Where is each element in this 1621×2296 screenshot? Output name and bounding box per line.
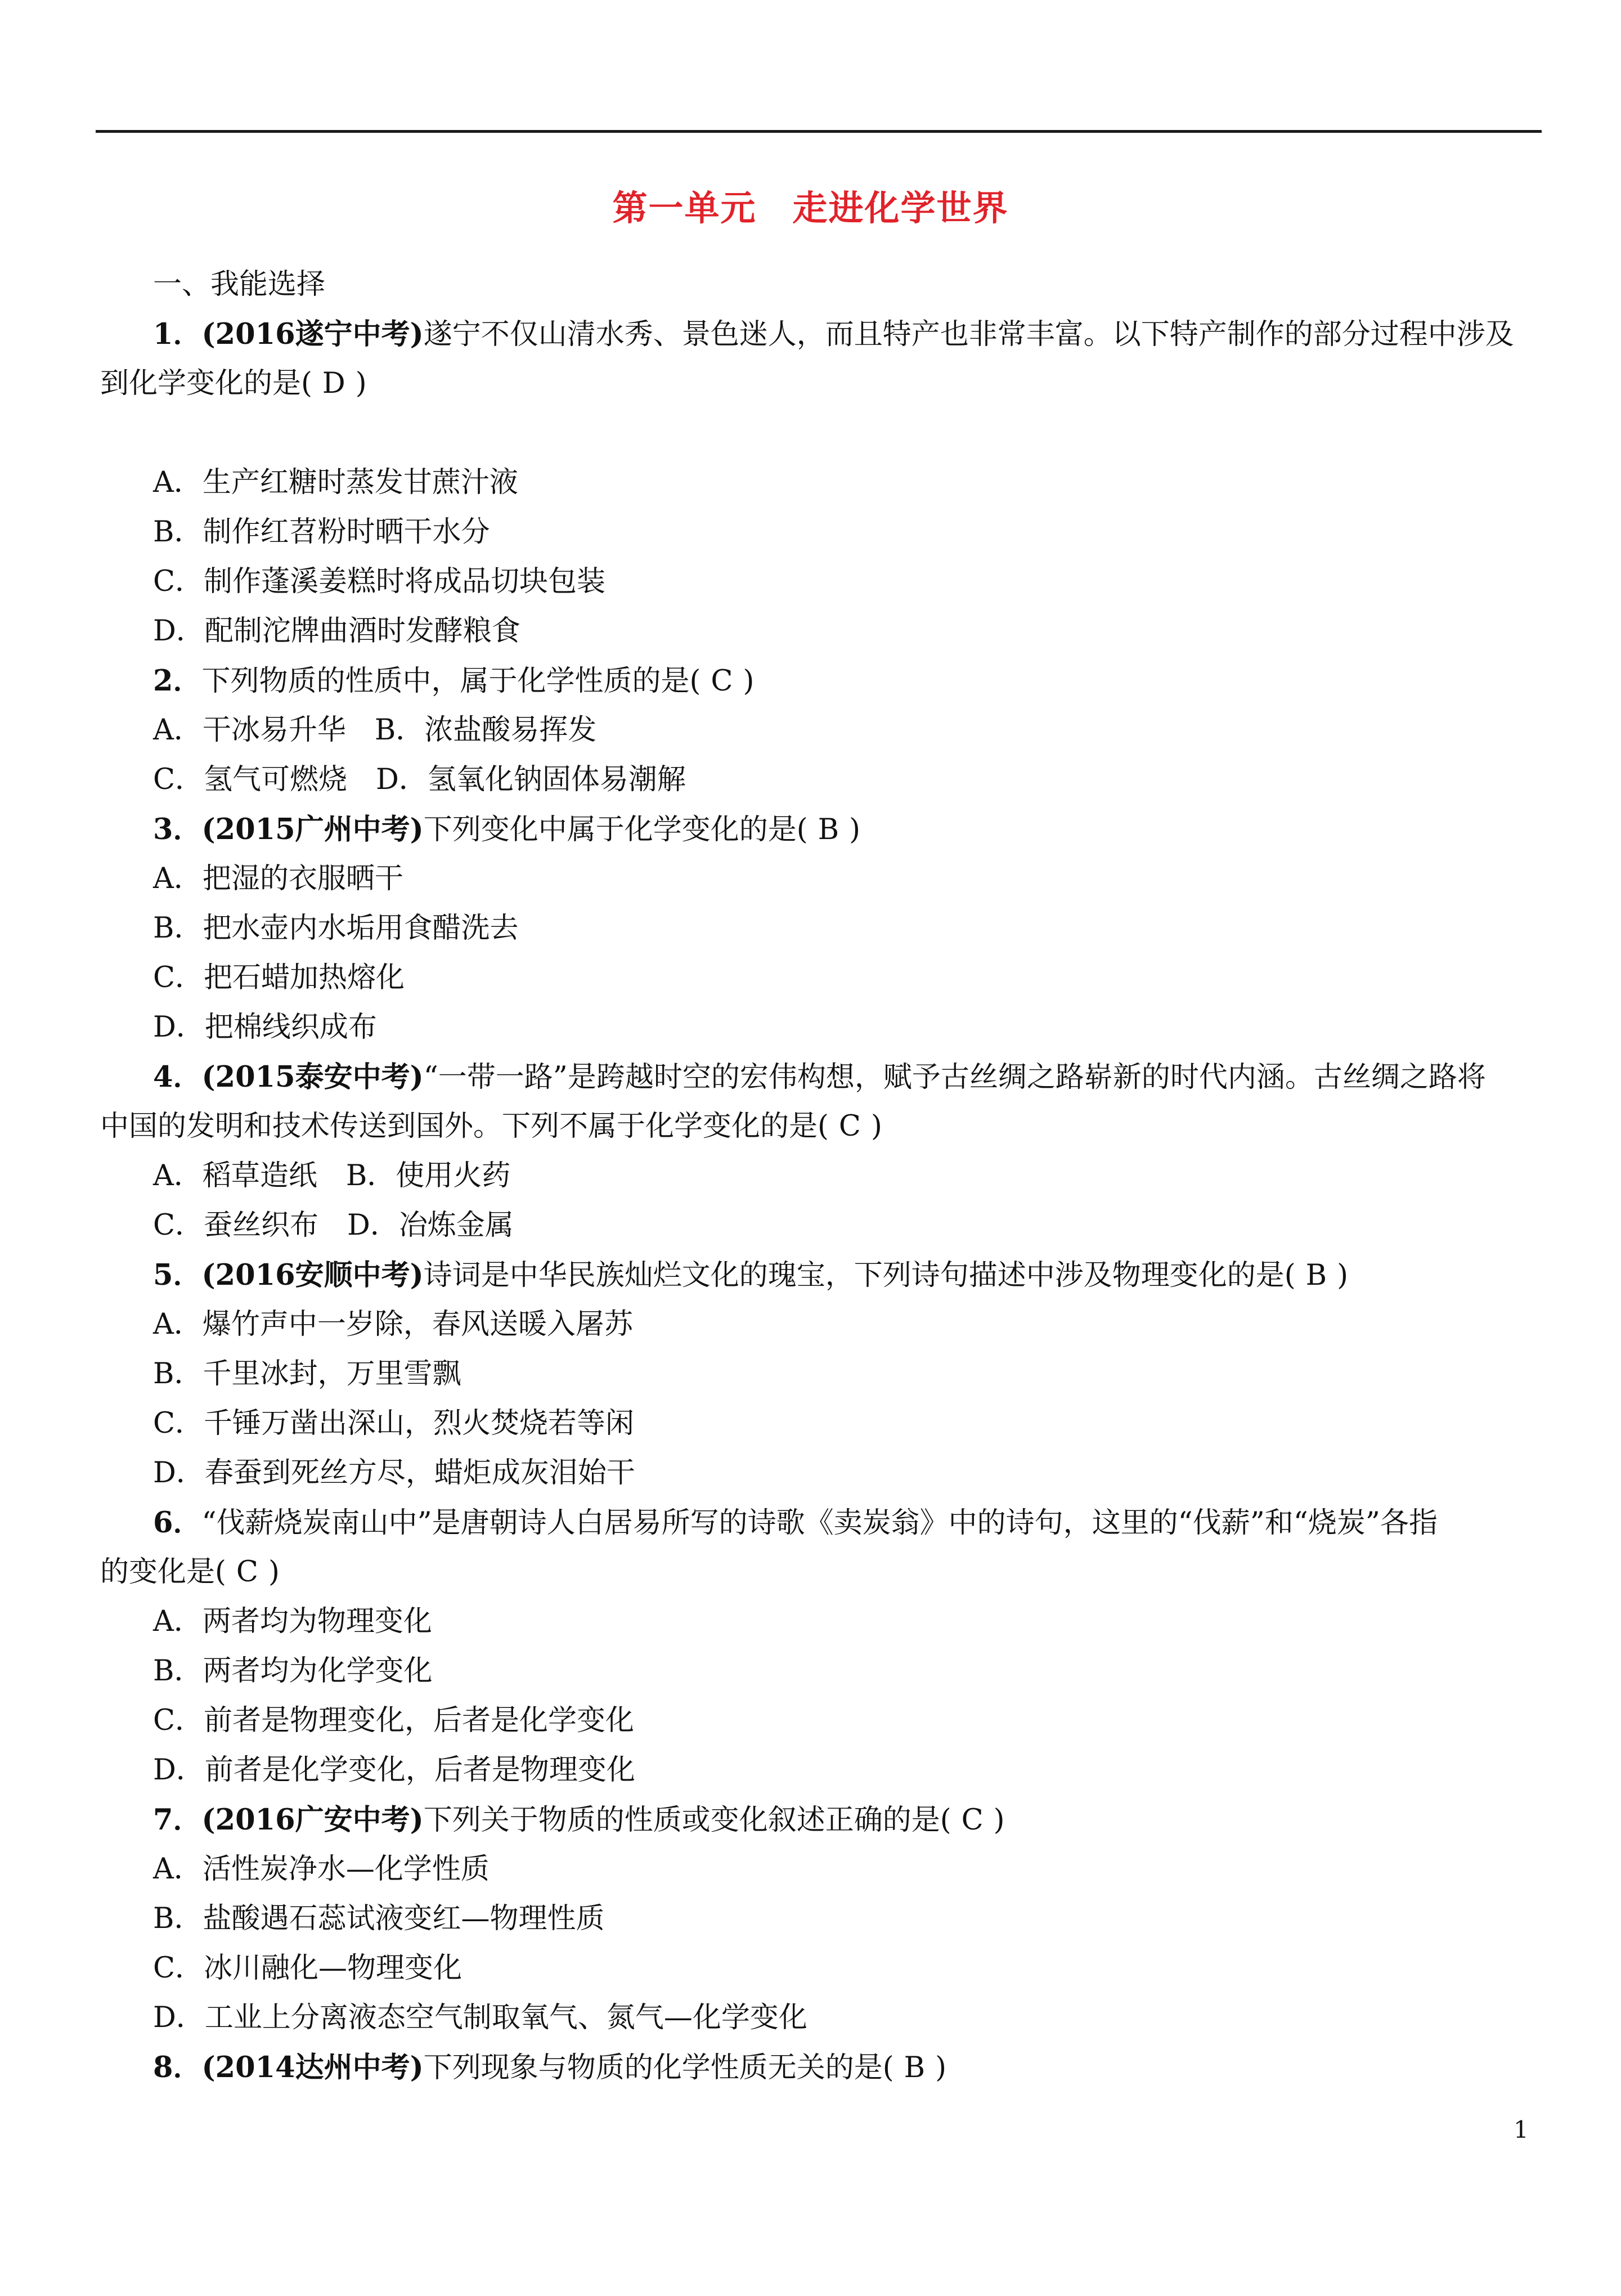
question-8-stem <box>100 2043 1541 2092</box>
answer-letter: B <box>818 813 839 846</box>
answer-letter: D <box>322 367 345 400</box>
answer-letter: C <box>838 1110 861 1143</box>
question-text: 的变化是( <box>100 1555 226 1589</box>
answer-close-paren: ) <box>935 2051 947 2084</box>
question-text: 下列现象与物质的化学性质无关的是( <box>423 2051 894 2084</box>
question-3-option-b: B．把水壶内水垢用食醋洗去 <box>153 912 519 945</box>
answer-close-paren: ) <box>849 813 861 846</box>
answer-close-paren: ) <box>993 1804 1005 1837</box>
answer-close-paren: ) <box>1337 1259 1349 1292</box>
question-4-options-row-2: C．蚕丝织布 D．冶炼金属 <box>153 1209 514 1242</box>
question-text: “一带一路”是跨越时空的宏伟构想，赋予古丝绸之路崭新的时代内涵。古丝绸之路将 <box>423 1061 1486 1094</box>
question-number: 3． <box>153 813 202 846</box>
question-7-option-b: B．盐酸遇石蕊试液变红—物理性质 <box>153 1902 605 1935</box>
header-rule <box>96 130 1542 133</box>
question-number: 4． <box>153 1060 202 1094</box>
question-2-options-row-1: A．干冰易升华 B．浓盐酸易挥发 <box>153 714 597 747</box>
question-source: (2016安顺中考) <box>201 1258 424 1292</box>
question-4-stem-line-1 <box>100 1052 1541 1102</box>
answer-letter: C <box>236 1555 258 1589</box>
question-7-option-a: A．活性炭净水—化学性质 <box>153 1853 490 1886</box>
question-text: 中国的发明和技术传送到国外。下列不属于化学变化的是( <box>100 1110 829 1143</box>
question-1-stem-line-1 <box>100 310 1541 359</box>
question-number: 5． <box>153 1258 202 1292</box>
question-5-option-b: B．千里冰封，万里雪飘 <box>153 1357 461 1391</box>
answer-letter: C <box>961 1804 984 1837</box>
question-5-option-c: C．千锤万凿出深山，烈火焚烧若等闲 <box>153 1407 635 1440</box>
question-3-stem <box>100 805 1541 854</box>
question-4-options-row-1: A．稻草造纸 B．使用火药 <box>153 1159 511 1192</box>
question-7-stem <box>100 1795 1541 1845</box>
question-number: 2． <box>153 664 202 698</box>
answer-letter: B <box>904 2051 926 2084</box>
question-number: 7． <box>153 1803 202 1837</box>
question-4-stem-line-2 <box>100 1102 1541 1151</box>
question-6-stem-line-1 <box>100 1498 1541 1548</box>
question-3-option-d: D．把棉线织成布 <box>153 1011 377 1044</box>
question-2-options-row-2: C．氢气可燃烧 D．氢氧化钠固体易潮解 <box>153 763 686 796</box>
question-text: 诗词是中华民族灿烂文化的瑰宝，下列诗句描述中涉及物理变化的是( <box>423 1259 1296 1292</box>
question-source: (2015广州中考) <box>201 813 424 846</box>
question-1-option-a: A．生产红糖时蒸发甘蔗汁液 <box>153 466 518 499</box>
question-5-option-a: A．爆竹声中一岁除，春风送暖入屠苏 <box>153 1308 633 1341</box>
question-2-stem <box>100 656 1541 706</box>
question-6-option-c: C．前者是物理变化，后者是化学变化 <box>153 1704 635 1737</box>
answer-letter: B <box>1305 1259 1327 1292</box>
question-7-option-c: C．冰川融化—物理变化 <box>153 1952 462 1985</box>
question-text: 下列物质的性质中，属于化学性质的是( <box>201 665 701 698</box>
question-source: (2016遂宁中考) <box>201 317 424 351</box>
answer-close-paren: ) <box>743 665 755 698</box>
question-text: 下列变化中属于化学变化的是( <box>423 813 808 846</box>
question-1-stem-line-2 <box>100 359 1541 458</box>
question-number: 6． <box>153 1506 202 1540</box>
section-heading: 一、我能选择 <box>153 268 326 301</box>
question-text: 下列关于物质的性质或变化叙述正确的是( <box>423 1804 951 1837</box>
question-1-option-d: D．配制沱牌曲酒时发酵粮食 <box>153 615 520 648</box>
question-1-option-b: B．制作红苕粉时晒干水分 <box>153 515 490 549</box>
question-3-option-c: C．把石蜡加热熔化 <box>153 961 405 994</box>
question-6-option-b: B．两者均为化学变化 <box>153 1654 433 1688</box>
question-6-option-a: A．两者均为物理变化 <box>153 1605 432 1638</box>
question-6-option-d: D．前者是化学变化，后者是物理变化 <box>153 1754 635 1787</box>
question-6-stem-line-2 <box>100 1548 1541 1597</box>
answer-close-paren: ) <box>268 1555 280 1589</box>
answer-close-paren: ) <box>870 1110 882 1143</box>
page-title: 第一单元 走进化学世界 <box>612 187 1009 228</box>
question-number: 8． <box>153 2051 202 2084</box>
question-1-option-c: C．制作蓬溪姜糕时将成品切块包装 <box>153 565 606 598</box>
question-3-option-a: A．把湿的衣服晒干 <box>153 862 403 895</box>
question-7-option-d: D．工业上分离液态空气制取氧气、氮气—化学变化 <box>153 2001 807 2034</box>
answer-letter: C <box>711 665 733 698</box>
document-body <box>100 260 1541 2092</box>
question-source: (2014达州中考) <box>201 2051 424 2084</box>
question-number: 1． <box>153 317 202 351</box>
answer-close-paren: ) <box>355 367 367 400</box>
question-text: “伐薪烧炭南山中”是唐朝诗人白居易所写的诗歌《卖炭翁》中的诗句，这里的“伐薪”和“烧炭”各指 <box>201 1506 1438 1540</box>
question-5-option-d: D．春蚕到死丝方尽，蜡炬成灰泪始干 <box>153 1456 635 1490</box>
question-text: 到化学变化的是( <box>100 367 312 400</box>
question-source: (2016广安中考) <box>201 1803 424 1837</box>
question-text: 遂宁不仅山清水秀、景色迷人，而且特产也非常丰富。以下特产制作的部分过程中涉及 <box>423 318 1514 351</box>
question-5-stem <box>100 1250 1541 1300</box>
page-number: 1 <box>1514 2116 1529 2143</box>
question-source: (2015泰安中考) <box>201 1060 424 1094</box>
